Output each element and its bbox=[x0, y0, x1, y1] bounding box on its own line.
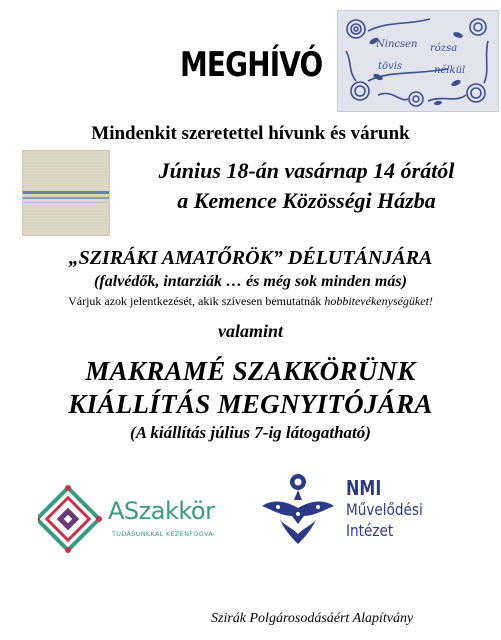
invitation-title: MEGHÍVÓ bbox=[180, 45, 323, 85]
intro-text: Mindenkit szeretettel hívunk és várunk bbox=[91, 123, 410, 144]
event1-title: „SZIRÁKI AMATŐRÖK” DÉLUTÁNJÁRA bbox=[68, 247, 433, 269]
event2-note: (A kiállítás július 7-ig látogatható) bbox=[130, 423, 371, 442]
cloth-word-2: rózsa bbox=[430, 43, 458, 54]
event1-subtitle: (falvédők, intarziák … és még sok minden más) bbox=[94, 273, 407, 290]
event1-note bbox=[0, 294, 501, 309]
event1-note-text: Várjuk azok jelentkezését, akik szívesen bemutatnák bbox=[68, 294, 325, 308]
embroidery-illustration bbox=[338, 11, 498, 111]
embroidered-cloth-image bbox=[337, 10, 499, 112]
nmi-line3: Intézet bbox=[346, 521, 394, 540]
cloth-word-1: Nincsen bbox=[376, 39, 418, 50]
cloth-word-4: nélkül bbox=[434, 65, 466, 76]
event1-note-italic: hobbitevékenységüket! bbox=[324, 294, 433, 308]
nmi-line2: Művelődési bbox=[346, 500, 423, 519]
event-date: Június 18-án vasárnap 14 órától bbox=[158, 158, 455, 183]
linen-fabric-image bbox=[22, 150, 110, 236]
event2-title-line2: KIÁLLÍTÁS MEGNYITÓJÁRA bbox=[68, 389, 433, 419]
connector-text: valamint bbox=[217, 321, 283, 341]
footer-organizer: Szirák Polgárosodásáért Alapítvány bbox=[211, 611, 414, 626]
nmi-logo bbox=[258, 468, 338, 548]
aszakkor-tagline: TUDÁSUNKKAL KÉZENFOGVA bbox=[112, 530, 214, 538]
cloth-word-3: tövis bbox=[378, 61, 403, 72]
nmi-name: NMI bbox=[346, 476, 382, 500]
event-place: a Kemence Közösségi Házba bbox=[177, 188, 436, 213]
aszakkor-name: ASzakkör bbox=[108, 497, 215, 525]
event2-title-line1: MAKRAMÉ SZAKKÖRÜNK bbox=[85, 356, 416, 386]
